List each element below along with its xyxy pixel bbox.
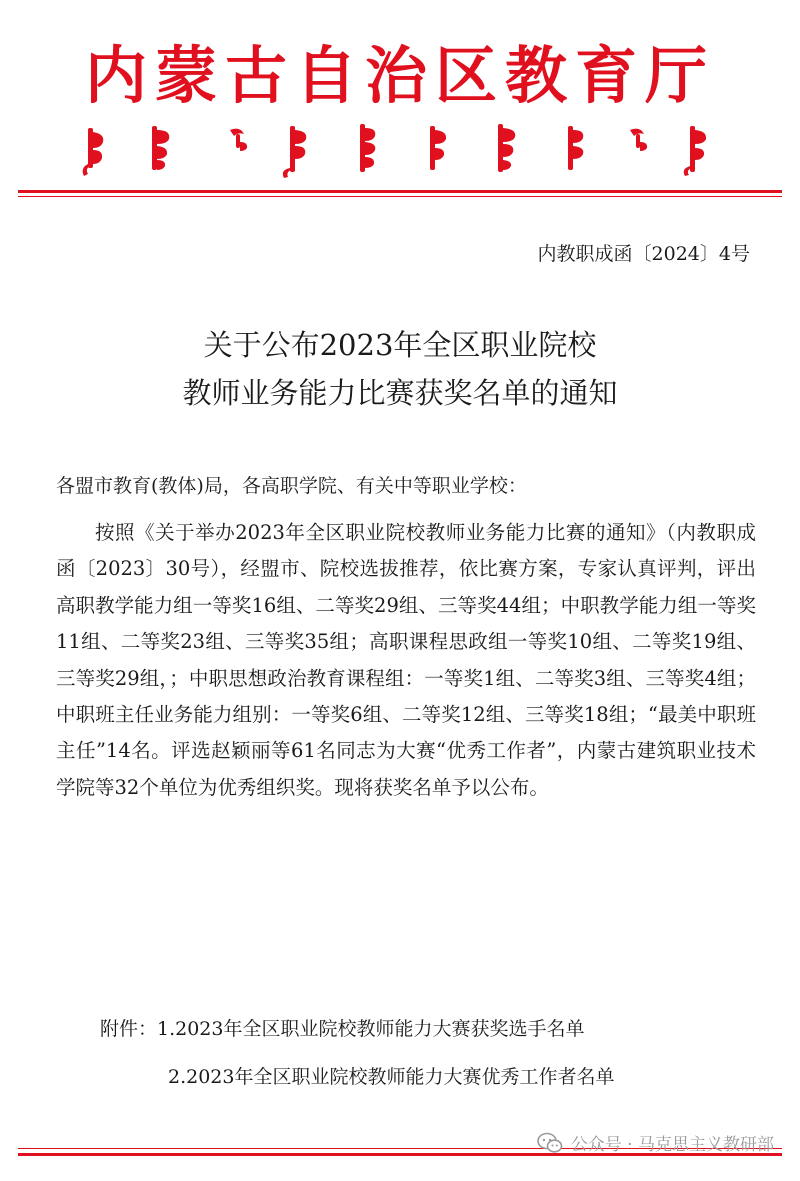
document-title-line-1: 关于公布2023年全区职业院校 <box>203 328 597 362</box>
wechat-watermark <box>537 1130 774 1155</box>
letterhead-rule-thick <box>18 190 782 193</box>
attachment-item-1: 附件：1.2023年全区职业院校教师能力大赛获奖选手名单 <box>100 1018 585 1040</box>
attachment-item-2: 2.2023年全区职业院校教师能力大赛优秀工作者名单 <box>168 1066 615 1088</box>
document-title-line-2: 教师业务能力比赛获奖名单的通知 <box>182 376 618 410</box>
salutation: 各盟市教育(教体)局，各高职学院、有关中等职业学校： <box>56 475 527 497</box>
body-paragraph: 按照《关于举办2023年全区职业院校教师业务能力比赛的通知》（内教职成函〔2023〕30号），经盟市、院校选拔推荐，依比赛方案，专家认真评判，评出高职教学能力组一等奖16组、二等奖29组、三等奖44组；中职教学能力组一等奖11组、二等奖23组、三等奖35组；高职课程思政组一等奖10组、二等奖19组、三等奖29组，；中职思想政治教育课程组：一等奖1组、二等奖3组、三等奖4组；中职班主任业务能力组别：一等奖6组、二等奖12组、三等奖18组；“最美中职班主任”14名。评选赵颖丽等61名同志为大赛“优秀工作者”，内蒙古建筑职业技术学院等32个单位为优秀组织奖。现将获奖名单予以公布。 <box>56 521 756 799</box>
document-number: 内教职成函〔2024〕4号 <box>537 243 750 265</box>
watermark-text: 公众号 · 马克思主义教研部 <box>570 1135 774 1155</box>
letterhead-rule-thin <box>18 196 782 197</box>
mongolian-script-logo <box>70 120 730 178</box>
letterhead-title: 内蒙古自治区教育厅 <box>84 39 715 112</box>
wechat-icon <box>537 1132 563 1154</box>
